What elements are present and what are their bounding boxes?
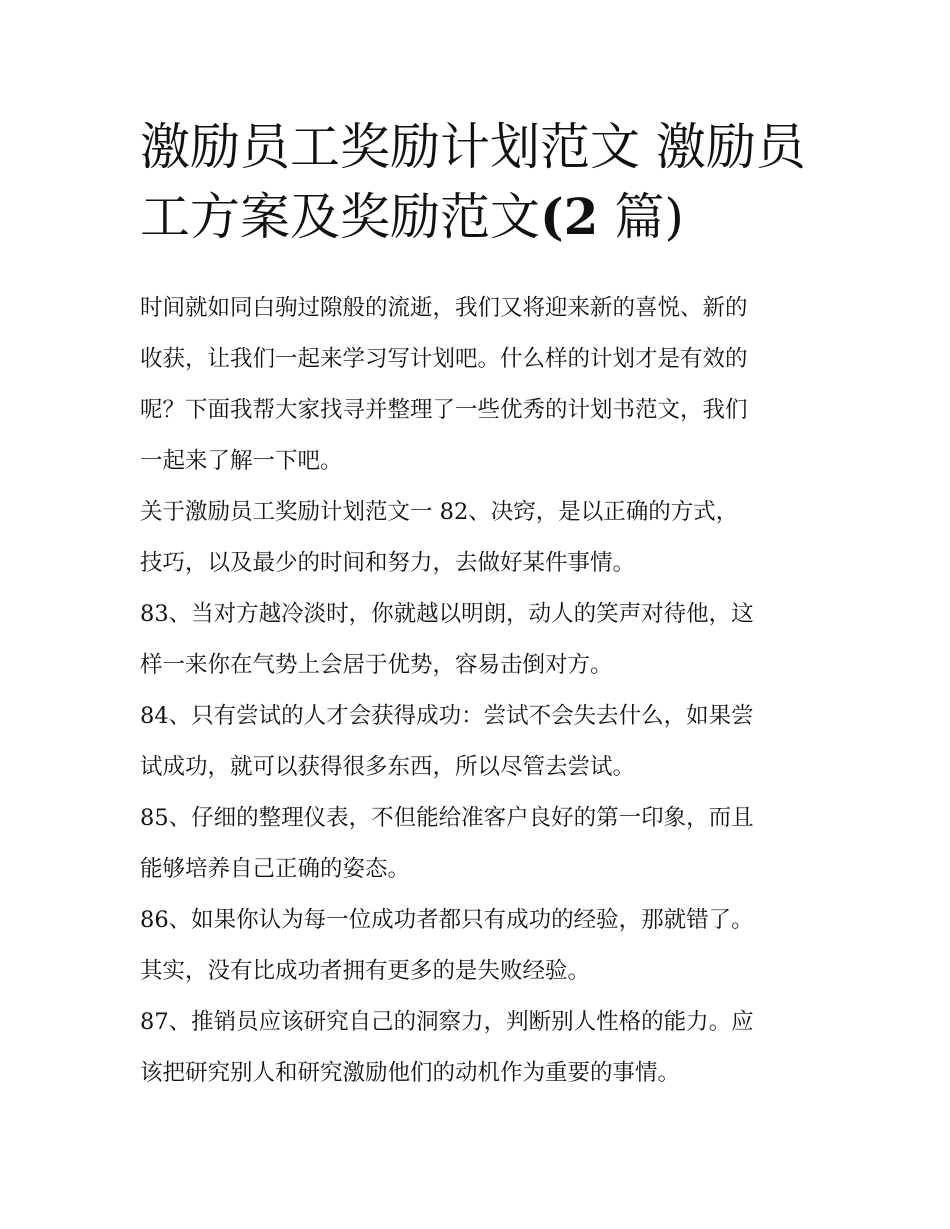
title-count-suffix: 篇) [598, 188, 684, 246]
paragraph-line: 关于激励员工奖励计划范文一 82、决窍，是以正确的方式， [140, 499, 739, 525]
item-85-paragraph [140, 793, 820, 895]
paragraph-line: 试成功，就可以获得很多东西，所以尽管去尝试。 [140, 754, 636, 780]
item-86-paragraph [140, 895, 820, 997]
document-body [140, 283, 820, 1099]
document-title [140, 112, 820, 252]
title-line-2-text: 工方案及奖励范文 [140, 188, 540, 246]
paragraph-line: 84、只有尝试的人才会获得成功：尝试不会失去什么，如果尝 [140, 703, 754, 729]
paragraph-line: 85、仔细的整理仪表，不但能给准客户良好的第一印象，而且 [140, 805, 754, 831]
item-87-paragraph [140, 997, 820, 1099]
paragraph-line: 技巧，以及最少的时间和努力，去做好某件事情。 [140, 550, 636, 576]
paragraph-line: 其实，没有比成功者拥有更多的是失败经验。 [140, 958, 591, 984]
paragraph-line: 83、当对方越冷淡时，你就越以明朗，动人的笑声对待他，这 [140, 601, 754, 627]
item-83-paragraph [140, 589, 820, 691]
paragraph-line: 87、推销员应该研究自己的洞察力，判断别人性格的能力。应 [140, 1009, 754, 1035]
paragraph-line: 能够培养自己正确的姿态。 [140, 856, 411, 882]
paragraph-line: 时间就如同白驹过隙般的流逝，我们又将迎来新的喜悦、新的 [140, 295, 748, 321]
paragraph-line: 呢？下面我帮大家找寻并整理了一些优秀的计划书范文，我们 [140, 397, 748, 423]
intro-paragraph [140, 283, 820, 487]
item-84-paragraph [140, 691, 820, 793]
paragraph-line: 收获，让我们一起来学习写计划吧。什么样的计划才是有效的 [140, 346, 748, 372]
title-line-2 [140, 182, 820, 252]
title-line-1: 激励员工奖励计划范文 激励员 [140, 118, 806, 176]
paragraph-line: 一起来了解一下吧。 [140, 448, 343, 474]
title-count: (2 [540, 187, 599, 246]
paragraph-line: 86、如果你认为每一位成功者都只有成功的经验，那就错了。 [140, 907, 754, 933]
paragraph-line: 该把研究别人和研究激励他们的动机作为重要的事情。 [140, 1060, 681, 1086]
paragraph-line: 样一来你在气势上会居于优势，容易击倒对方。 [140, 652, 613, 678]
item-82-paragraph [140, 487, 820, 589]
